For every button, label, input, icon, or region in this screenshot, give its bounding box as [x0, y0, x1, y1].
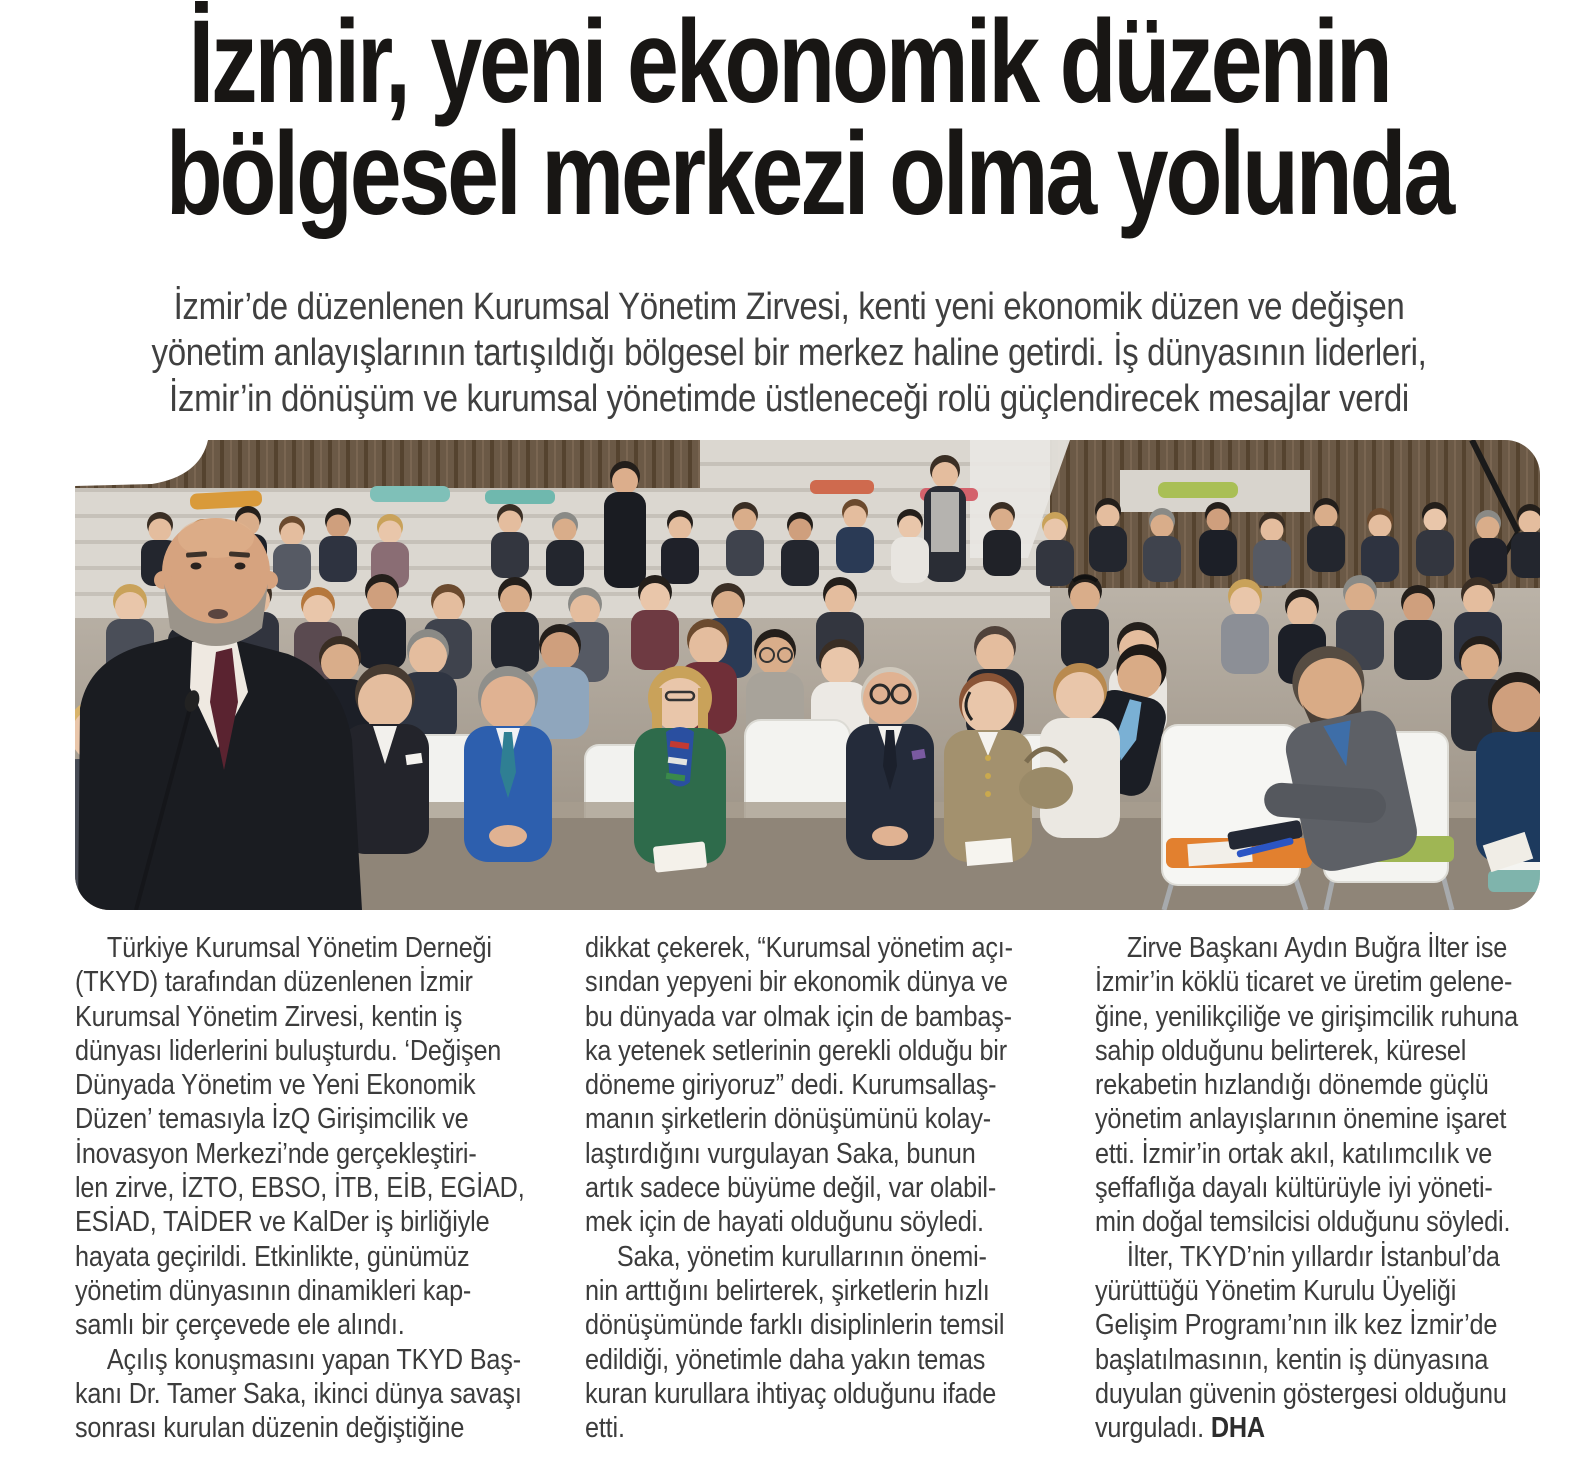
body-line: Gelişim Programı’nın ilk kez İzmir’de	[1095, 1309, 1498, 1342]
body-line: Kurumsal Yönetim Zirvesi, kentin iş	[75, 1000, 463, 1033]
body-line: döneme giriyoruz” dedi. Kurumsallaş-	[585, 1069, 997, 1102]
body-line: duyulan güvenin göstergesi olduğunu	[1095, 1377, 1507, 1410]
body-line: artık sadece büyüme değil, var olabil-	[585, 1172, 997, 1205]
body-line: Türkiye Kurumsal Yönetim Derneği	[106, 932, 492, 964]
body-line: şeffaflığa dayalı kültürüyle iyi yöneti-	[1095, 1172, 1493, 1205]
body-line: Düzen’ temasıyla İzQ Girişimcilik ve	[75, 1103, 469, 1136]
body-line: Saka, yönetim kurullarının önemi-	[616, 1240, 987, 1273]
body-line: min doğal temsilcisi olduğunu söyledi.	[1095, 1206, 1511, 1239]
body-line: nin arttığını belirterek, şirketlerin hızlı	[585, 1274, 990, 1307]
headline-line: bölgesel merkezi olma yolunda	[165, 108, 1453, 240]
body-line: mek için de hayati olduğunu söyledi.	[585, 1206, 984, 1239]
body-line: kanı Dr. Tamer Saka, ikinci dünya savaşı	[75, 1377, 522, 1410]
standfirst	[0, 284, 1578, 422]
body-line: dönüşümünde farklı disiplinlerin temsil	[585, 1309, 1005, 1342]
body-line: manın şirketlerin dönüşümünü kolay-	[585, 1103, 991, 1136]
article-column-1	[75, 931, 525, 1445]
wire-credit: DHA	[1210, 1412, 1265, 1445]
body-line: Dünyada Yönetim ve Yeni Ekonomik	[75, 1069, 476, 1102]
article-column-2	[585, 931, 1013, 1445]
body-line: ğine, yenilikçiliğe ve girişimcilik ruhuna	[1095, 1000, 1518, 1033]
body-line: ESİAD, TAİDER ve KalDer iş birliğiyle	[75, 1206, 490, 1239]
body-line: sahip olduğunu belirterek, küresel	[1095, 1034, 1467, 1067]
body-line: başlatılmasının, kentin iş dünyasına	[1095, 1343, 1489, 1376]
standfirst-line: yönetim anlayışlarının tartışıldığı bölgesel bir merkez haline getirdi. İş dünyasının liderleri,	[151, 332, 1427, 374]
article-photo	[40, 440, 1540, 910]
body-line: kuran kurullara ihtiyaç olduğunu ifade	[585, 1377, 997, 1410]
body-line: yönetim dünyasının dinamikleri kap-	[75, 1274, 472, 1307]
body-line: sonrası kurulan düzenin değiştiğine	[75, 1412, 465, 1445]
headline-line: İzmir, yeni ekonomik düzenin	[188, 0, 1390, 128]
body-line: (TKYD) tarafından düzenlenen İzmir	[75, 966, 473, 999]
body-line: İnovasyon Merkezi’nde gerçekleştiri-	[75, 1137, 477, 1170]
body-line: vurguladı. DHA	[1095, 1412, 1265, 1445]
body-line: Zirve Başkanı Aydın Buğra İlter ise	[1126, 932, 1508, 964]
body-line: ka yetenek setlerinin gerekli olduğu bir	[585, 1034, 1007, 1067]
body-line: rekabetin hızlandığı dönemde güçlü	[1095, 1069, 1489, 1102]
body-line: Açılış konuşmasını yapan TKYD Baş-	[106, 1343, 521, 1376]
body-line: laştırdığını vurgulayan Saka, bunun	[585, 1137, 976, 1170]
body-line: len zirve, İZTO, EBSO, İTB, EİB, EGİAD,	[75, 1172, 525, 1205]
body-line: samlı bir çerçevede ele alındı.	[75, 1309, 405, 1342]
body-line: dünyası liderlerini buluşturdu. ‘Değişen	[75, 1034, 502, 1067]
body-line: hayata geçirildi. Etkinlikte, günümüz	[75, 1240, 470, 1273]
body-line: yönetim anlayışlarının önemine işaret	[1095, 1103, 1507, 1136]
body-line: yürüttüğü Yönetim Kurulu Üyeliği	[1095, 1274, 1457, 1307]
body-line: dikkat çekerek, “Kurumsal yönetim açı-	[585, 932, 1013, 964]
body-line: edildiği, yönetimle daha yakın temas	[585, 1343, 986, 1376]
body-line: İzmir’in köklü ticaret ve üretim gelene-	[1095, 966, 1513, 999]
standfirst-line: İzmir’in dönüşüm ve kurumsal yönetimde üstleneceği rolü güçlendirecek mesajlar verdi	[169, 378, 1409, 420]
body-line: etti. İzmir’in ortak akıl, katılımcılık ve	[1095, 1137, 1493, 1170]
body-line: bu dünyada var olmak için de bambaş-	[585, 1000, 1012, 1033]
body-line: sından yepyeni bir ekonomik dünya ve	[585, 966, 1008, 999]
standfirst-line: İzmir’de düzenlenen Kurumsal Yönetim Zirvesi, kenti yeni ekonomik düzen ve değişen	[173, 286, 1405, 328]
article-column-3	[1095, 931, 1518, 1445]
photo-illustration	[40, 440, 1540, 910]
page-title	[0, 0, 1578, 240]
body-line: etti.	[585, 1412, 625, 1445]
body-line: İlter, TKYD’nin yıllardır İstanbul’da	[1126, 1240, 1500, 1273]
